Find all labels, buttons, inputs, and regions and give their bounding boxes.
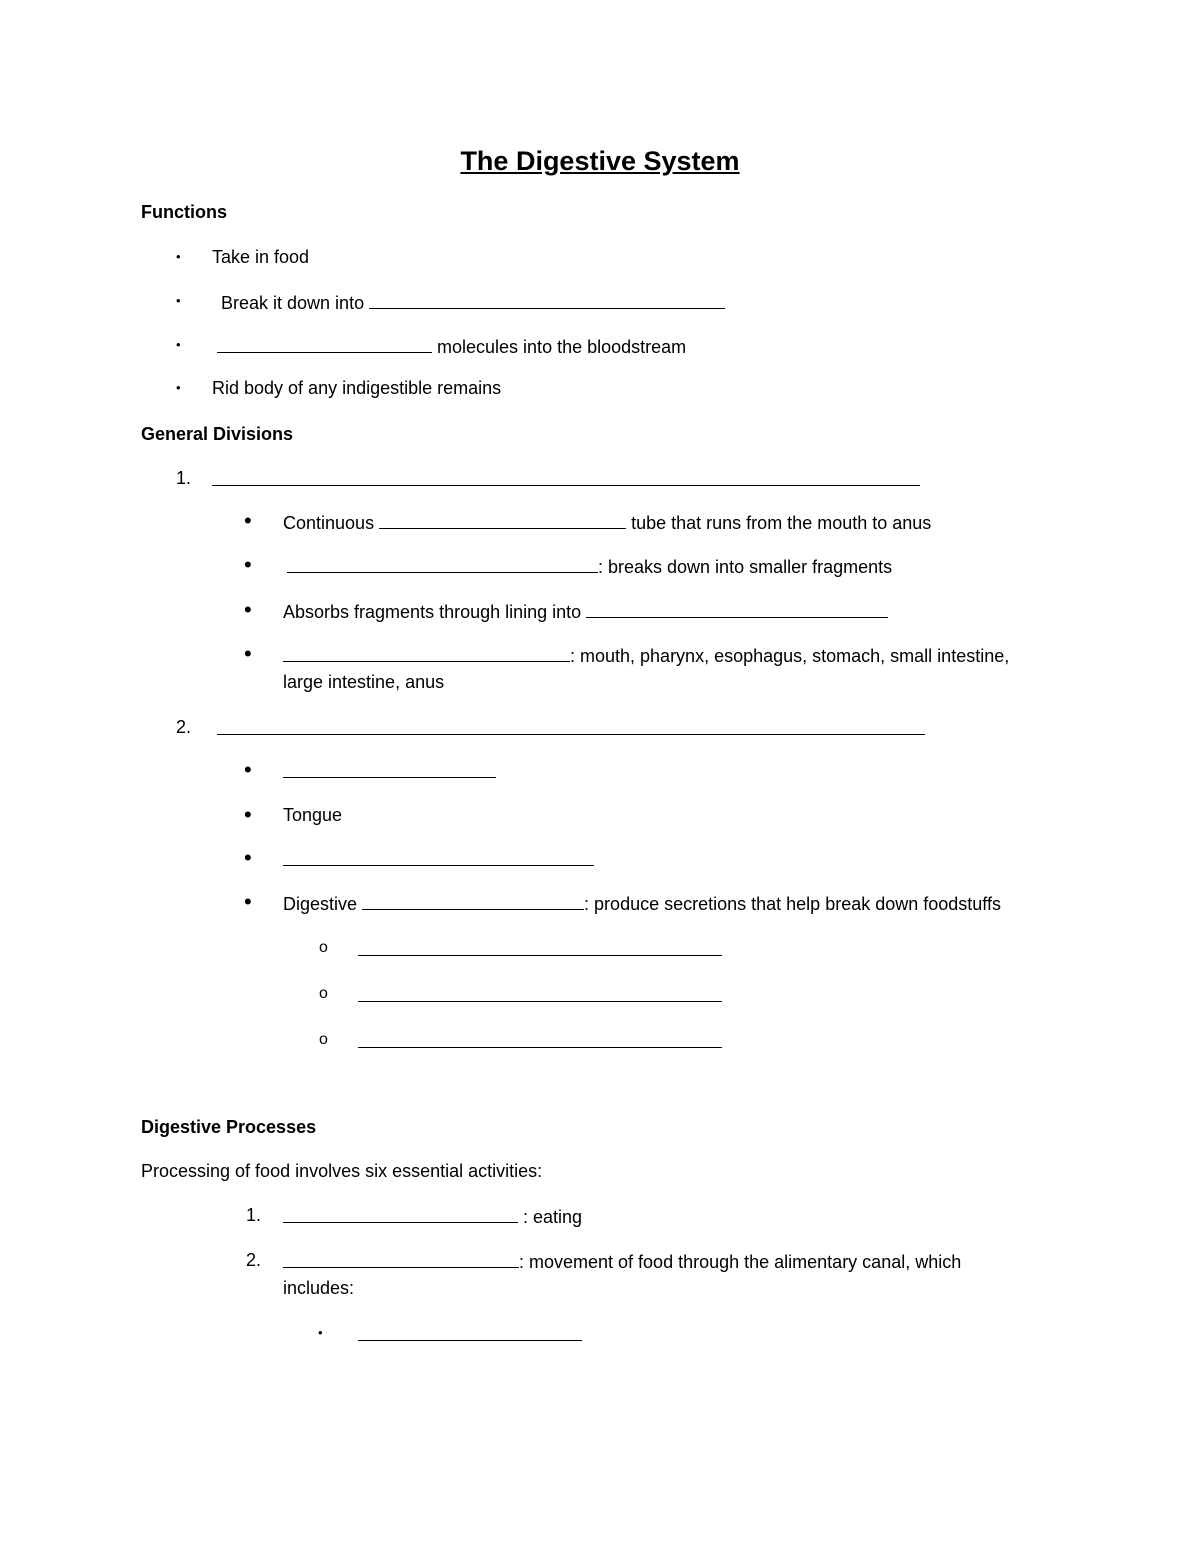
division-1-item [283,510,931,534]
division-2-item [283,847,594,871]
division-2-item [283,759,496,783]
function-item [221,290,725,314]
fill-in-blank[interactable] [379,510,626,529]
division-2 [217,716,925,740]
bullet: • [244,641,252,666]
fill-in-blank[interactable] [283,847,594,866]
division-1-item-cont: large intestine, anus [283,672,445,692]
item-text: Digestive [283,894,358,914]
page-title: The Digestive System [460,146,740,176]
sub-bullet: o [319,985,328,1002]
function-item: Rid body of any indigestible remains [212,378,502,398]
item-text: : breaks down into smaller fragments [598,557,893,577]
fill-in-blank[interactable] [287,554,598,573]
item-text: : produce secretions that help break down foodstuffs [584,894,1001,914]
bullet: • [318,1325,323,1340]
fill-in-blank[interactable] [358,1322,582,1341]
list-number: 2. [246,1250,262,1270]
bullet: • [176,293,181,308]
general-divisions-heading: General Divisions [141,424,294,444]
item-text: Absorbs fragments through lining into [283,602,582,622]
item-text: : movement of food through the alimentary canal, which [519,1252,962,1272]
bullet: • [244,889,252,914]
item-text: : eating [523,1207,583,1227]
function-item-text: molecules into the bloodstream [437,337,687,357]
item-text: Continuous [283,513,375,533]
fill-in-blank[interactable] [283,1249,519,1268]
fill-in-blank[interactable] [369,290,725,309]
fill-in-blank[interactable] [283,759,496,778]
fill-in-blank[interactable] [362,891,584,910]
fill-in-blank[interactable] [283,643,570,662]
bullet: • [176,337,181,352]
fill-in-blank[interactable] [586,599,888,618]
function-item: Take in food [212,247,310,267]
item-text: tube that runs from the mouth to anus [631,513,932,533]
division-1 [212,467,920,491]
fill-in-blank[interactable] [358,983,722,1002]
sub-item [358,937,722,961]
digestive-processes-heading: Digestive Processes [141,1117,317,1137]
bullet: • [244,508,252,533]
fill-in-blank[interactable] [358,937,722,956]
division-2-item [283,891,1001,915]
function-item-text: Break it down into [221,293,365,313]
fill-in-blank[interactable] [217,716,925,735]
sub-bullet: o [319,939,328,956]
list-number: 1. [246,1205,262,1225]
fill-in-blank[interactable] [217,334,432,353]
bullet: • [176,249,181,264]
fill-in-blank[interactable] [358,1029,722,1048]
bullet: • [244,845,252,870]
item-text: : mouth, pharynx, esophagus, stomach, small intestine, [570,646,1010,666]
bullet: • [244,597,252,622]
division-1-item [283,599,888,623]
process-item-cont: includes: [283,1278,355,1298]
function-item [217,334,686,358]
division-2-item: Tongue [283,805,343,825]
sub-item [358,1029,722,1053]
division-1-item [287,554,892,578]
bullet: • [244,757,252,782]
bullet: • [176,380,181,395]
process-sub-item [358,1322,582,1346]
process-item [283,1249,961,1273]
sub-bullet: o [319,1031,328,1048]
fill-in-blank[interactable] [283,1204,518,1223]
list-number: 1. [176,468,192,488]
process-item [283,1204,582,1228]
fill-in-blank[interactable] [212,467,920,486]
division-1-item [283,643,1009,667]
sub-item [358,983,722,1007]
list-number: 2. [176,717,192,737]
functions-heading: Functions [141,202,227,222]
bullet: • [244,552,252,577]
processes-intro: Processing of food involves six essential activities: [141,1161,543,1181]
bullet: • [244,802,252,827]
